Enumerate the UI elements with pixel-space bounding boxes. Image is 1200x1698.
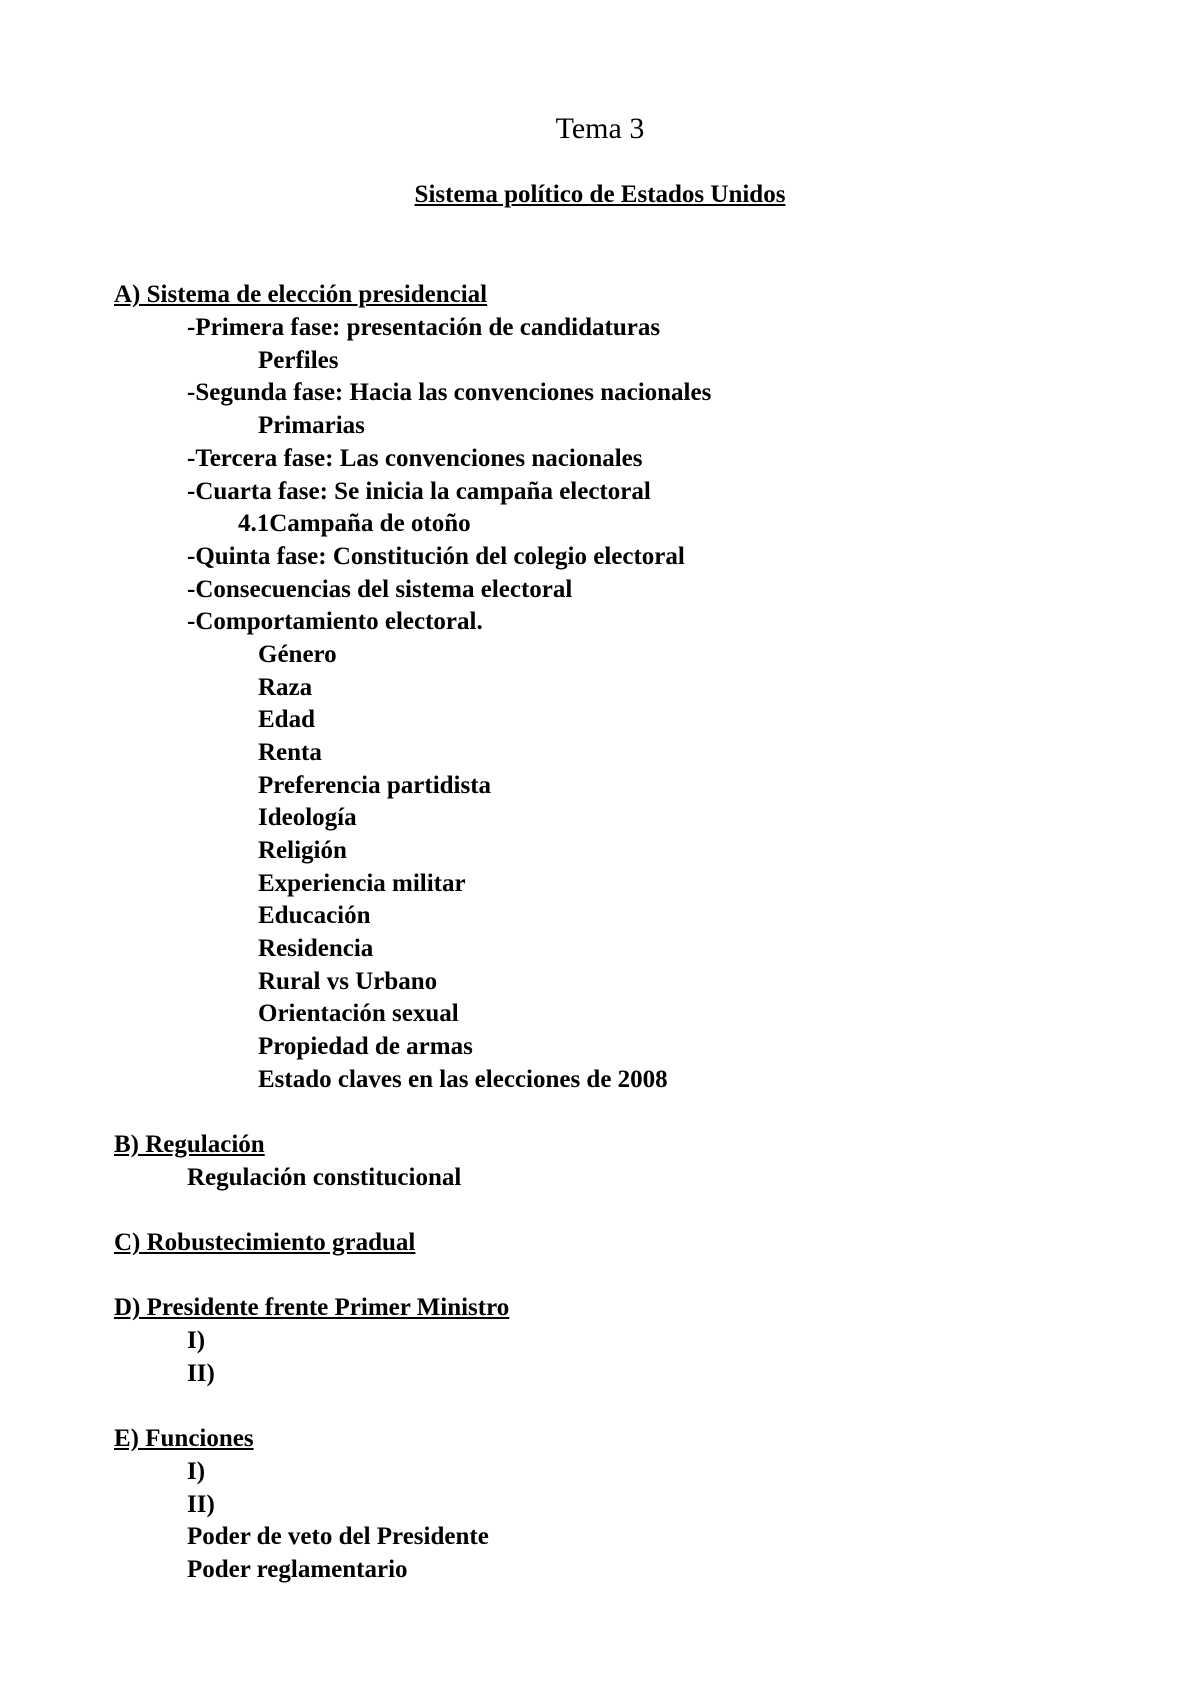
section-b-item: Regulación constitucional bbox=[187, 1164, 462, 1191]
section-d-item: II) bbox=[187, 1360, 215, 1387]
factor-item: Religión bbox=[258, 837, 347, 864]
factor-item: Raza bbox=[258, 674, 313, 701]
section-c-heading: C) Robustecimiento gradual bbox=[114, 1229, 416, 1256]
factor-item: Residencia bbox=[258, 935, 374, 962]
factor-item: Edad bbox=[258, 706, 315, 733]
section-d-item: I) bbox=[187, 1327, 206, 1354]
section-e-heading: E) Funciones bbox=[114, 1425, 254, 1452]
factor-item: Preferencia partidista bbox=[258, 772, 492, 799]
factor-item: Estado claves en las elecciones de 2008 bbox=[258, 1066, 668, 1093]
factor-item: Experiencia militar bbox=[258, 870, 466, 897]
comportamiento: -Comportamiento electoral. bbox=[187, 608, 483, 635]
section-e-item: II) bbox=[187, 1491, 215, 1518]
fase-2-sub: Primarias bbox=[258, 412, 365, 439]
section-b-heading: B) Regulación bbox=[114, 1131, 265, 1158]
fase-3: -Tercera fase: Las convenciones nacionales bbox=[187, 445, 643, 472]
fase-5: -Quinta fase: Constitución del colegio electoral bbox=[187, 543, 685, 570]
factor-item: Educación bbox=[258, 902, 371, 929]
section-a-heading: A) Sistema de elección presidencial bbox=[114, 281, 488, 308]
fase-4-sub: 4.1Campaña de otoño bbox=[238, 510, 471, 537]
fase-1-sub: Perfiles bbox=[258, 347, 339, 374]
section-e-item: Poder reglamentario bbox=[187, 1556, 408, 1583]
section-d-heading: D) Presidente frente Primer Ministro bbox=[114, 1294, 510, 1321]
section-e-item: Poder de veto del Presidente bbox=[187, 1523, 489, 1550]
factor-item: Renta bbox=[258, 739, 322, 766]
fase-2: -Segunda fase: Hacia las convenciones nacionales bbox=[187, 379, 712, 406]
page-title: Tema 3 bbox=[555, 112, 645, 145]
section-e-item: I) bbox=[187, 1458, 206, 1485]
factor-item: Ideología bbox=[258, 804, 357, 831]
consecuencias: -Consecuencias del sistema electoral bbox=[187, 576, 573, 603]
factor-item: Orientación sexual bbox=[258, 1000, 459, 1027]
factor-item: Género bbox=[258, 641, 337, 668]
factor-item: Propiedad de armas bbox=[258, 1033, 473, 1060]
page-subtitle: Sistema político de Estados Unidos bbox=[414, 181, 786, 208]
fase-1: -Primera fase: presentación de candidaturas bbox=[187, 314, 661, 341]
fase-4: -Cuarta fase: Se inicia la campaña electoral bbox=[187, 478, 651, 505]
factor-item: Rural vs Urbano bbox=[258, 968, 438, 995]
